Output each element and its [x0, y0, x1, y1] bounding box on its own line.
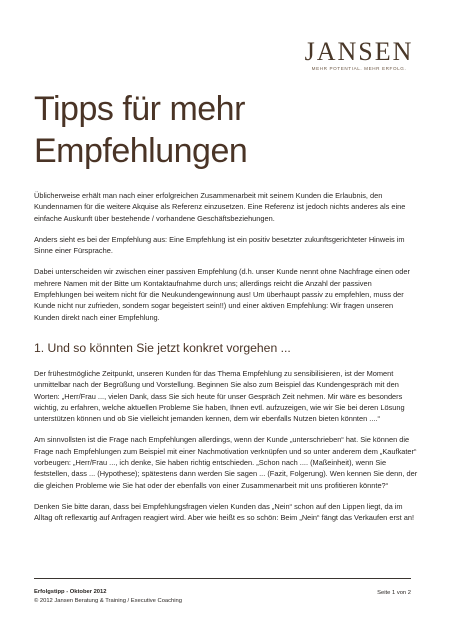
company-logo — [300, 39, 418, 71]
intro-paragraph: Anders sieht es bei der Empfehlung aus: Eine Empfehlung ist ein positiv besetzter zukunftsgerichteter Hinweis im Sinne einer Fürsprache. — [34, 234, 405, 256]
footer-copyright: © 2012 Jansen Beratung & Training / Executive Coaching — [34, 598, 182, 604]
footer-info — [34, 588, 182, 606]
footer-series: Erfolgstipp - Oktober 2012 — [34, 589, 107, 595]
footer-divider — [34, 578, 411, 579]
logo-wordmark: JANSEN — [304, 37, 414, 66]
document-body — [34, 190, 419, 534]
section-paragraph: Denken Sie bitte daran, dass bei Empfehlungsfragen vielen Kunden das „Nein“ schon auf den Lippen liegt, da im Alltag oft reflexartig auf Anfragen reagiert wird. Aber wie heißt es so schön: Beim „Nein“ fängt das Verkaufen erst an! — [34, 501, 414, 523]
page-title-line-2: Empfehlungen — [34, 132, 248, 170]
logo-tagline: MEHR POTENTIAL. MEHR ERFOLG. — [311, 66, 407, 71]
intro-paragraph: Dabei unterscheiden wir zwischen einer passiven Empfehlung (d.h. unser Kunde nennt ohne Nachfrage einen oder mehrere Namen mit der Bitte um Kontaktaufnahme durch uns; allerdings reicht die Anzahl der passiven Empfehlungen bei weitem nicht für die Neukundengewinnung aus! Um überhaupt passiv zu empfehlen, muss der Kunde nicht nur zufrieden, sondern sogar begeistert sein!!) und einer aktiven Empfehlung: Wir fragen unseren Kunden direkt nach einer Empfehlung. — [34, 267, 410, 322]
section-paragraph: Am sinnvollsten ist die Frage nach Empfehlungen allerdings, wenn der Kunde „unterschrieben“ hat. Sie können die Frage nach Empfehlungen zum Beispiel mit einer Nachmotivation verknüpfen und so unter anderem dem „Kaufkater“ vorbeugen: „Herr/Frau ..., ich denke, Sie haben richtig entschieden. „Schon nach .... (Maßeinheit), wenn Sie feststellen, dass ... (Hypothese); spätestens dann werden Sie sagen ... (Fazit, Folgerung). Wen kennen Sie denn, der die gleichen Probleme wie Sie hat oder der ebenfalls von einer Zusammenarbeit mit uns profitieren könnte?“ — [34, 435, 418, 490]
section-paragraph: Der frühestmögliche Zeitpunkt, unseren Kunden für das Thema Empfehlung zu sensibilisieren, ist der Moment unmittelbar nach der Begrüßung und Vorstellung. Beginnen Sie also zum Beispiel das Kundengespräch mit den Worten: „Herr/Frau ..., vielen Dank, dass Sie sich heute für unser Gespräch Zeit nehmen. Mir wäre es besonders wichtig, zu erfahren, welche aktuellen Probleme Sie haben, Ihnen evtl. aufzuzeigen, wie wir Sie bei deren Lösung unterstützen können und ob Sie vielleicht jemanden kennen, dem wir ebenfalls Nutzen bieten könnten ....“ — [34, 368, 405, 424]
intro-paragraph: Üblicherweise erhält man nach einer erfolgreichen Zusammenarbeit mit seinem Kunden die Erlaubnis, den Kundennamen für die weitere Akquise als Referenz einzusetzen. Eine Referenz ist jedoch nichts anderes als eine einfache Auskunft über bestehende / vorhandene Geschäftsbeziehungen. — [34, 191, 406, 223]
page-title-line-1: Tipps für mehr — [34, 90, 245, 128]
page-number: Seite 1 von 2 — [377, 590, 411, 596]
page-title — [34, 88, 414, 172]
section-heading: 1. Und so könnten Sie jetzt konkret vorgehen ... — [34, 340, 291, 355]
